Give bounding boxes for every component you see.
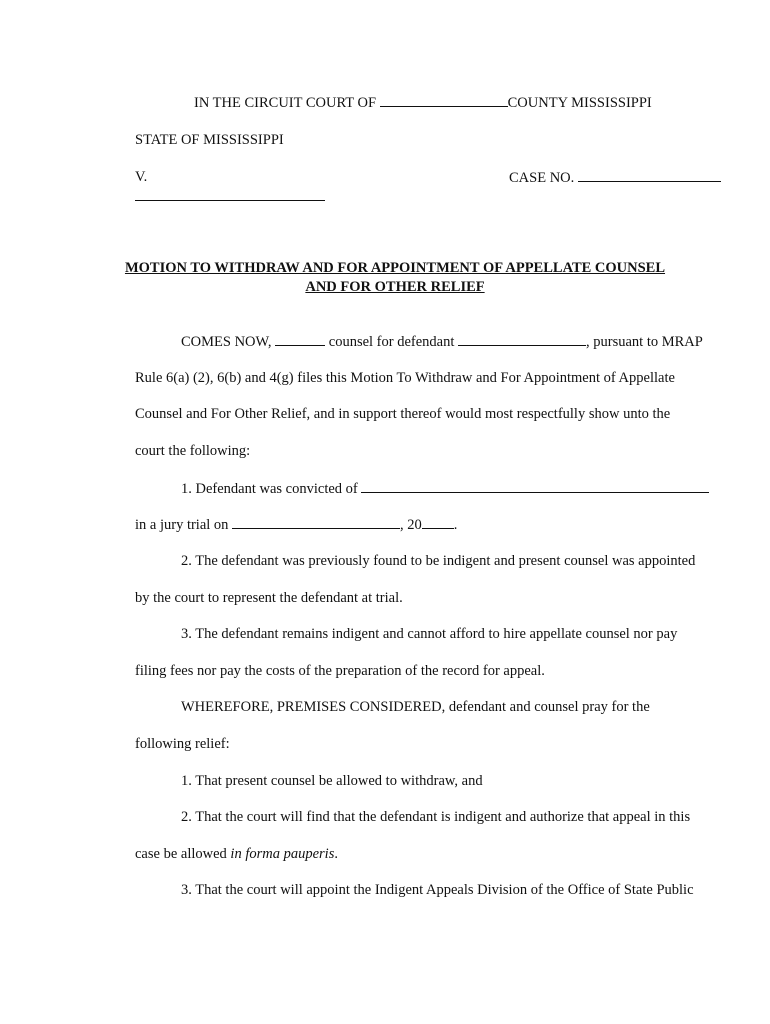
versus-label: V. [135,169,148,185]
defendant-name-blank-line [135,189,325,205]
intro-part2: counsel for defendant [328,334,455,350]
relief2-line1: 2. That the court will find that the defendant is indigent and authorize that appeal in this [181,809,691,825]
fact1-line2 [135,517,457,533]
relief3-line1: 3. That the court will appoint the Indigent Appeals Division of the Office of State Public [181,882,694,898]
court-caption-line [194,95,652,111]
court-suffix: COUNTY MISSISSIPPI [507,95,652,111]
defendant-blank [458,334,586,346]
fact1-year-prefix: , 20 [400,517,422,533]
state-party: STATE OF MISSISSIPPI [135,132,284,148]
conviction-blank [361,481,709,493]
intro-line1 [181,334,703,350]
fact1-end: . [453,517,458,533]
relief2-line2 [135,847,338,862]
counsel-name-blank [275,334,325,346]
relief1: 1. That present counsel be allowed to withdraw, and [181,773,483,789]
defendant-name-blank [135,189,325,201]
case-no-label: CASE NO. [509,170,575,186]
county-blank [380,95,508,107]
intro-line4: court the following: [135,443,251,459]
case-number-line [509,170,721,186]
fact1-line2-prefix: in a jury trial on [135,517,229,533]
relief2-end: . [334,846,338,862]
trial-date-blank [232,517,400,529]
fact2-line1: 2. The defendant was previously found to be indigent and present counsel was appointed [181,553,696,569]
trial-year-blank [422,517,454,529]
fact1-line1 [181,481,709,497]
in-forma-pauperis: in forma pauperis [230,846,335,862]
relief2-prefix: case be allowed [135,846,227,862]
court-prefix: IN THE CIRCUIT COURT OF [194,95,377,111]
case-no-blank [578,170,721,182]
motion-title-line2: AND FOR OTHER RELIEF [305,279,485,295]
motion-title-line1: MOTION TO WITHDRAW AND FOR APPOINTMENT OF APPELLATE COUNSEL [124,260,666,276]
fact3-line1: 3. The defendant remains indigent and cannot afford to hire appellate counsel nor pay [181,626,678,642]
fact3-line2: filing fees nor pay the costs of the preparation of the record for appeal. [135,663,545,679]
prayer-line2: following relief: [135,736,230,752]
fact2-line2: by the court to represent the defendant at trial. [135,590,403,606]
intro-part1: COMES NOW, [181,334,272,350]
intro-line3: Counsel and For Other Relief, and in support thereof would most respectfully show unto the [135,406,671,422]
intro-part3: , pursuant to MRAP [586,334,703,350]
intro-line2: Rule 6(a) (2), 6(b) and 4(g) files this Motion To Withdraw and For Appointment of Appellate [135,370,675,386]
fact1-prefix: 1. Defendant was convicted of [181,481,358,497]
prayer-line1: WHEREFORE, PREMISES CONSIDERED, defendant and counsel pray for the [181,699,650,715]
